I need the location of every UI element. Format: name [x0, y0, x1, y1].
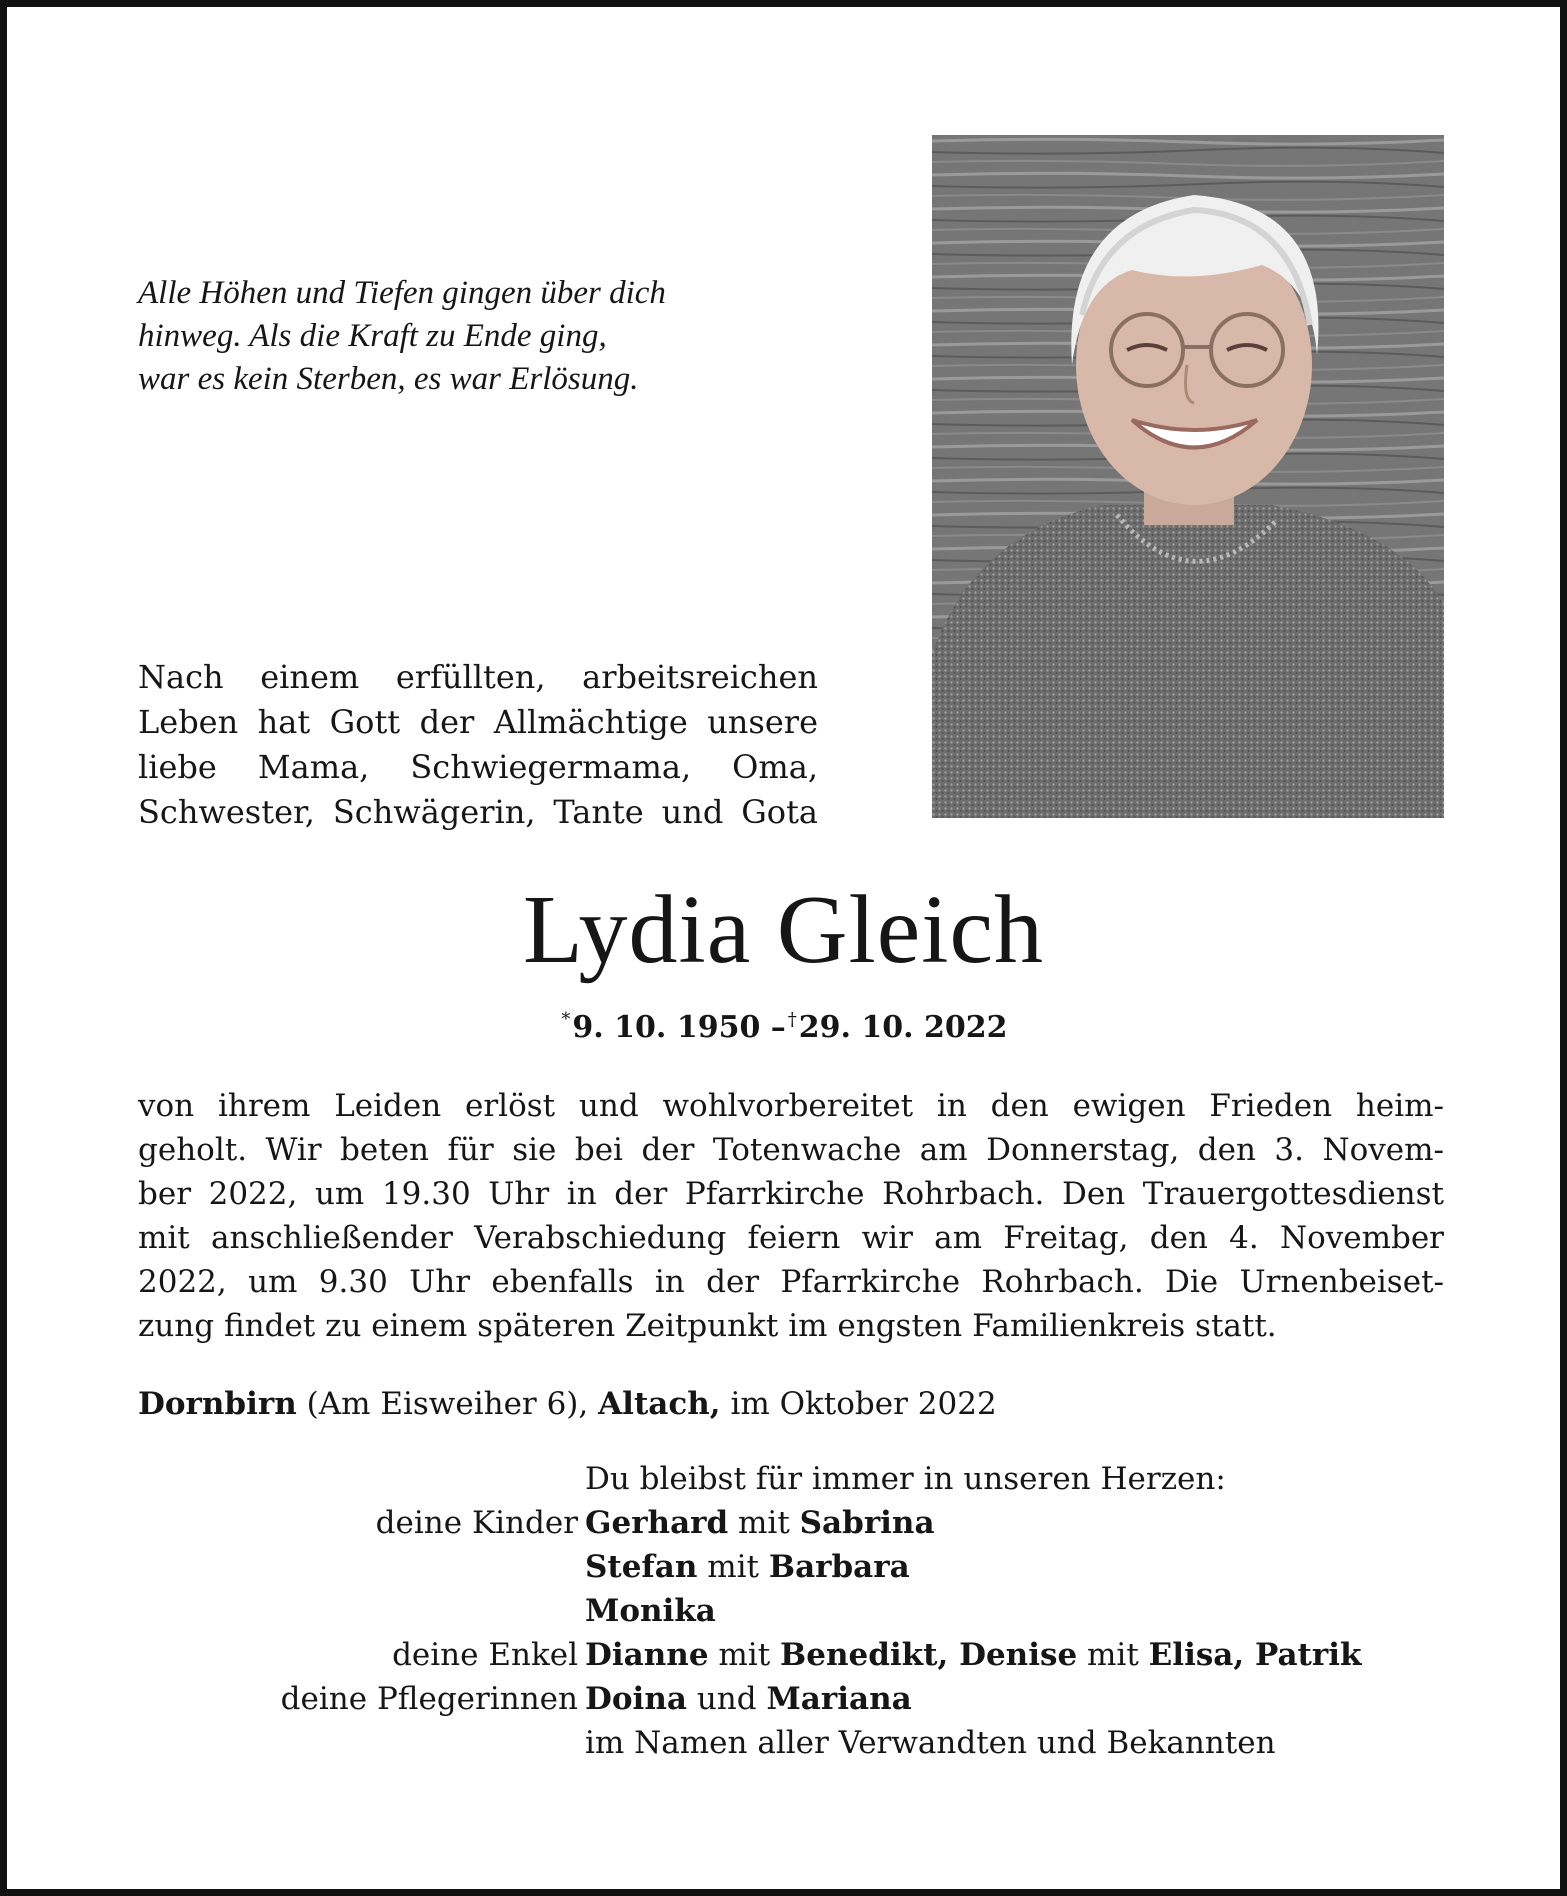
birth-date: 9. 10. 1950 [572, 1010, 761, 1045]
grandchild-name: Benedikt, Denise [780, 1637, 1078, 1673]
signoff-heading: Du bleibst für immer in unseren Herzen: [585, 1461, 1226, 1497]
grandchildren-label: deine Enkel [392, 1637, 578, 1673]
partner-name: Barbara [768, 1549, 910, 1585]
announcement-line: mit anschließender Verabschiedung feiern wir am Freitag, den 4. November [138, 1220, 1444, 1256]
caregiver-name: Doina [585, 1681, 687, 1717]
death-symbol: † [787, 1009, 797, 1030]
grandchild-name: Dianne [585, 1637, 709, 1673]
place-and-date [138, 1382, 1444, 1426]
mourners-list [7, 1457, 1560, 1765]
caregivers-label: deine Pflegerinnen [280, 1681, 578, 1717]
conjunction: und [696, 1681, 757, 1717]
child-name: Monika [585, 1593, 716, 1629]
motto-line: hinweg. Als die Kraft zu Ende ging, [138, 318, 607, 354]
signoff-closing: im Namen aller Verwandten und Bekannten [585, 1725, 1276, 1761]
intro-text [138, 655, 818, 835]
portrait-photo [932, 135, 1444, 818]
caregiver-name: Mariana [766, 1681, 912, 1717]
conjunction: mit [1087, 1637, 1139, 1673]
place-date: im Oktober 2022 [730, 1386, 997, 1422]
children-label: deine Kinder [375, 1505, 578, 1541]
funeral-announcement [138, 1084, 1444, 1348]
conjunction: mit [738, 1505, 790, 1541]
children-entry [585, 1501, 935, 1545]
conjunction: mit [718, 1637, 771, 1673]
place-city-2: Altach, [598, 1386, 721, 1422]
children-entry [585, 1545, 910, 1589]
place-address: (Am Eisweiher 6), [306, 1386, 589, 1422]
intro-line: Leben hat Gott der Allmächtige unsere [138, 703, 818, 741]
deceased-name: Lydia Gleich [523, 876, 1044, 984]
partner-name: Sabrina [799, 1505, 935, 1541]
children-entry [585, 1589, 716, 1633]
motto-line: war es kein Sterben, es war Erlösung. [138, 361, 639, 397]
intro-line: Nach einem erfüllten, arbeitsreichen [138, 658, 818, 696]
portrait-illustration [932, 135, 1444, 818]
life-dates [7, 1000, 1560, 1048]
announcement-line: von ihrem Leiden erlöst und wohlvorbereitet in den ewigen Frieden heim- [138, 1088, 1444, 1124]
death-date: 29. 10. 2022 [798, 1010, 1008, 1045]
announcement-line: 2022, um 9.30 Uhr ebenfalls in der Pfarrkirche Rohrbach. Die Urnenbeiset- [138, 1264, 1444, 1300]
birth-symbol: * [561, 1009, 571, 1030]
date-separator: – [770, 1010, 786, 1045]
place-city-1: Dornbirn [138, 1386, 297, 1422]
announcement-line: geholt. Wir beten für sie bei der Totenwache am Donnerstag, den 3. Novem- [138, 1132, 1444, 1168]
motto-line: Alle Höhen und Tiefen gingen über dich [138, 275, 666, 311]
announcement-line: zung findet zu einem späteren Zeitpunkt im engsten Familienkreis statt. [138, 1308, 1277, 1344]
motto-verse [138, 272, 798, 401]
caregivers-entry [585, 1677, 912, 1721]
announcement-line: ber 2022, um 19.30 Uhr in der Pfarrkirche Rohrbach. Den Trauergottesdienst [138, 1176, 1444, 1212]
grandchildren-entry [585, 1633, 1361, 1677]
child-name: Gerhard [585, 1505, 729, 1541]
intro-line: Schwester, Schwägerin, Tante und Gota [138, 793, 818, 831]
intro-line: liebe Mama, Schwiegermama, Oma, [138, 748, 818, 786]
child-name: Stefan [585, 1549, 698, 1585]
grandchild-name: Elisa, Patrik [1148, 1637, 1362, 1673]
conjunction: mit [707, 1549, 760, 1585]
